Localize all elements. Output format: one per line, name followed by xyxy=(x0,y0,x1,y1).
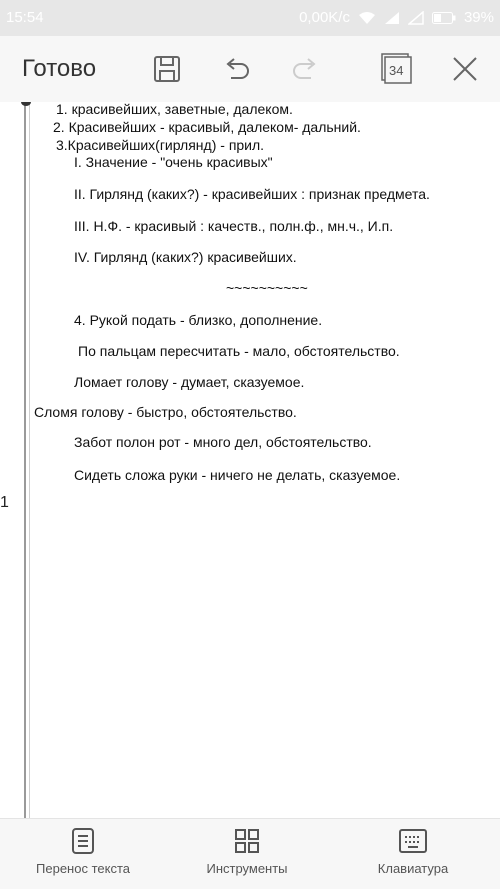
status-time: 15:54 xyxy=(6,9,44,26)
tools-grid-icon xyxy=(233,827,261,855)
doc-separator: ~~~~~~~~~~ xyxy=(226,280,308,296)
doc-line: III. Н.Ф. - красивый : качеств., полн.ф., мн.ч., И.п. xyxy=(74,218,394,234)
document-area[interactable] xyxy=(0,102,500,818)
battery-icon xyxy=(432,12,456,24)
text-wrap-label: Перенос текста xyxy=(36,861,130,876)
doc-line: Сидеть сложа руки - ничего не делать, сказуемое. xyxy=(74,467,401,483)
status-bar xyxy=(0,0,500,36)
bottom-toolbar xyxy=(0,818,500,889)
signal-icon xyxy=(384,11,400,25)
battery-percent: 39% xyxy=(463,9,494,26)
signal-icon-2 xyxy=(408,11,424,25)
status-right-group xyxy=(299,9,494,26)
save-icon[interactable] xyxy=(152,54,182,84)
text-wrap-button[interactable] xyxy=(3,827,163,876)
redo-icon[interactable] xyxy=(290,54,320,84)
doc-line: 2. Красивейших - красивый, далеком- дальний. xyxy=(53,119,361,135)
network-speed: 0,00K/c xyxy=(299,9,350,26)
keyboard-button[interactable] xyxy=(333,827,493,876)
close-icon[interactable] xyxy=(450,54,480,84)
editor-toolbar xyxy=(0,36,500,102)
doc-line: IV. Гирлянд (каких?) красивейших. xyxy=(74,249,297,265)
wifi-icon xyxy=(358,11,376,25)
undo-icon[interactable] xyxy=(222,54,252,84)
doc-line: 4. Рукой подать - близко, дополнение. xyxy=(74,312,323,328)
doc-line: Ломает голову - думает, сказуемое. xyxy=(74,374,305,390)
pages-button[interactable] xyxy=(380,52,412,84)
doc-line: II. Гирлянд (каких?) - красивейших : признак предмета. xyxy=(74,186,430,202)
done-button[interactable]: Готово xyxy=(22,55,97,82)
side-number: 1 xyxy=(0,494,9,511)
keyboard-icon xyxy=(398,827,428,855)
doc-line: По пальцам пересчитать - мало, обстоятельство. xyxy=(78,343,400,359)
doc-line: 3.Красивейших(гирлянд) - прил. xyxy=(56,137,265,153)
doc-line: Забот полон рот - много дел, обстоятельство. xyxy=(74,434,372,450)
doc-line: I. Значение - "очень красивых" xyxy=(74,154,273,170)
keyboard-label: Клавиатура xyxy=(377,861,449,876)
text-wrap-icon xyxy=(69,827,97,855)
tools-label: Инструменты xyxy=(206,861,288,876)
page-count: 34 xyxy=(389,63,404,78)
tools-button[interactable] xyxy=(167,827,327,876)
doc-line: Сломя голову - быстро, обстоятельство. xyxy=(34,404,297,420)
margin-line-secondary xyxy=(29,102,30,818)
margin-line xyxy=(24,102,26,818)
doc-line: 1. красивейших, заветные, далеком. xyxy=(56,102,293,117)
